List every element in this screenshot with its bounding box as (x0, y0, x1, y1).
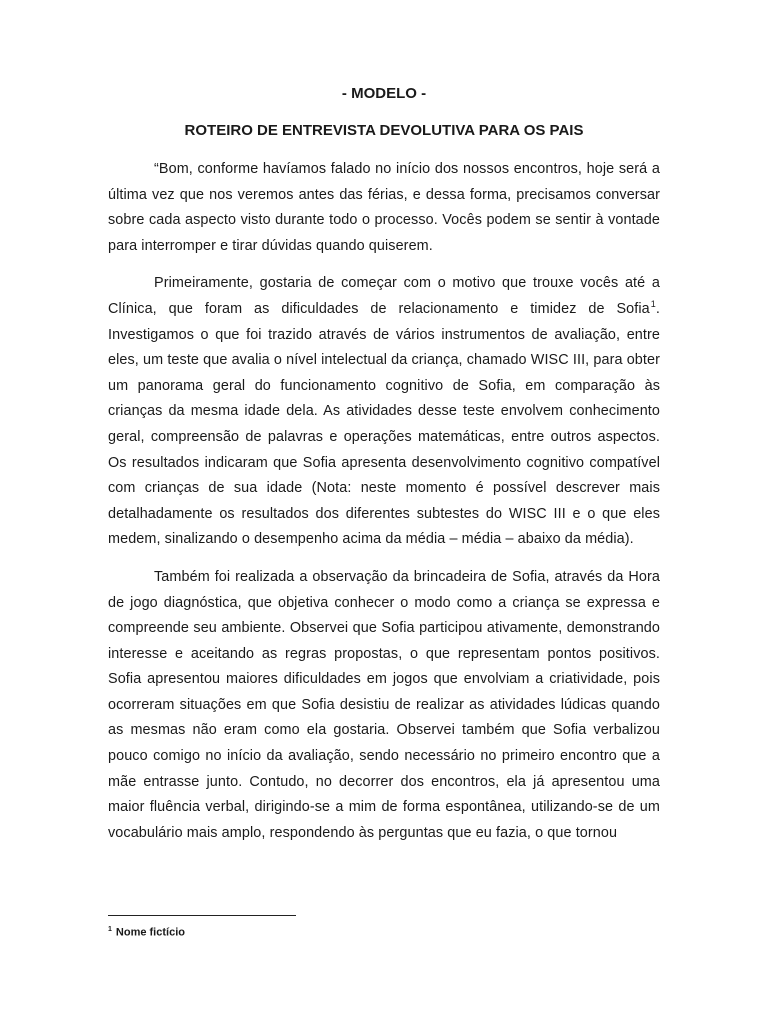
footnote-number: 1 (108, 926, 112, 933)
paragraph-2 (108, 271, 660, 553)
footnote-separator (108, 915, 296, 916)
footnote-reference: 1 (650, 299, 656, 310)
footnote-text: Nome fictício (115, 926, 185, 939)
paragraph-2-text-end: . Investigamos o que foi trazido através de vários instrumentos de avaliação, entre eles, um teste que avalia o nível intelectual da criança, chamado WISC III, para obter um panorama geral do funcionamento cognitivo de Sofia, em comparação às crianças da mesma idade dela. As atividades desse teste envolvem conhecimento geral, compreensão de palavras e operações matemáticas, entre outros aspectos. Os resultados indicaram que Sofia apresenta desenvolvimento cognitivo compatível com crianças de sua idade (Nota: neste momento é possível descrever mais detalhadamente os resultados dos diferentes subtestes do WISC III e o que eles medem, sinalizando o desempenho acima da média – média – abaixo da média). (108, 300, 660, 548)
paragraph-2-text-start: Primeiramente, gostaria de começar com o motivo que trouxe vocês até a Clínica, que foram as dificuldades de relacionamento e timidez de Sofia (108, 275, 660, 317)
heading-title: ROTEIRO DE ENTREVISTA DEVOLUTIVA PARA OS PAIS (184, 122, 584, 139)
heading-model: - MODELO - (341, 85, 427, 102)
paragraph-3: Também foi realizada a observação da brincadeira de Sofia, através da Hora de jogo diagnóstica, que objetiva conhecer o modo como a criança se expressa e compreende seu ambiente. Observei que Sofia participou ativamente, demonstrando interesse e aceitando as regras propostas, o que representam pontos positivos. Sofia apresentou maiores dificuldades em jogos que envolviam a criatividade, pois ocorreram situações em que Sofia desistiu de realizar as atividades lúdicas quando as mesmas não eram como ela gostaria. Observei também que Sofia verbalizou pouco comigo no início da avaliação, sendo necessário no primeiro encontro que a mãe entrasse junto. Contudo, no decorrer dos encontros, ela já apresentou uma maior fluência verbal, dirigindo-se a mim de forma espontânea, utilizando-se de um vocabulário mais amplo, respondendo às perguntas que eu fazia, o que tornou (108, 568, 660, 841)
document-body (108, 157, 660, 858)
paragraph-1: “Bom, conforme havíamos falado no início dos nossos encontros, hoje será a última vez que nos veremos antes das férias, e dessa forma, precisamos conversar sobre cada aspecto visto durante todo o processo. Vocês podem se sentir à vontade para interromper e tirar dúvidas quando quiserem. (108, 161, 660, 254)
footnote (108, 923, 185, 940)
